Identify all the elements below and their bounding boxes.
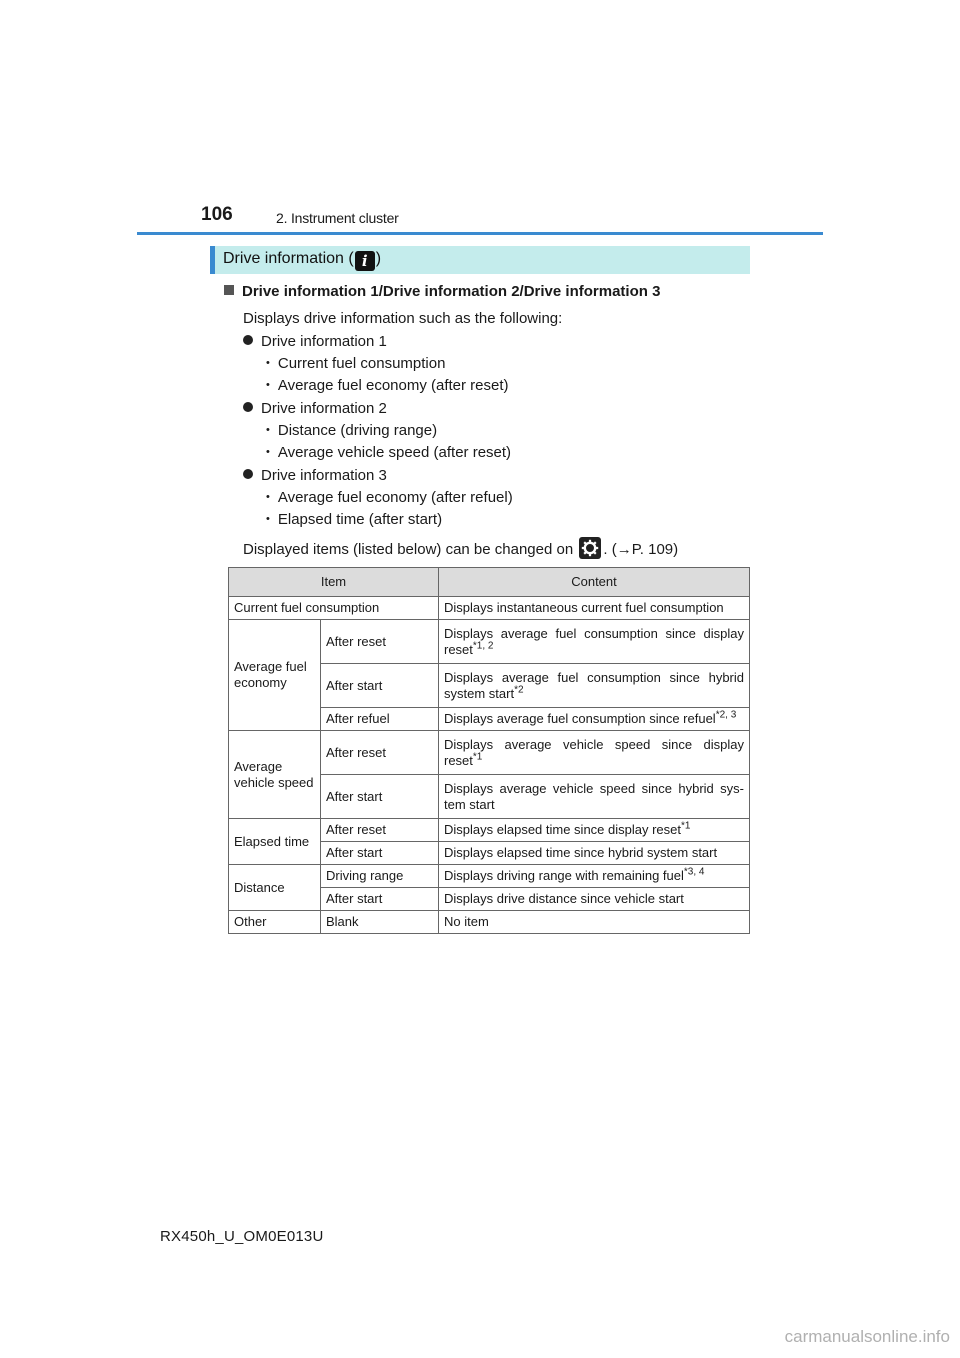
content-cell: No item (439, 911, 750, 934)
list-item (266, 489, 513, 506)
table-row (229, 620, 750, 664)
footnote-ref: *1, 2 (472, 640, 494, 652)
list-item-text: Current fuel consumption (277, 355, 446, 372)
subitem-cell: After reset (321, 731, 439, 775)
group-label-1 (243, 333, 387, 350)
intro-text: Displays drive information such as the following: (243, 310, 563, 327)
content-cell (439, 708, 750, 731)
group-label-3 (243, 467, 387, 484)
item-cell: Average vehicle speed (229, 731, 321, 819)
section-bar (210, 246, 750, 274)
change-note-before: Displayed items (listed below) can be changed on (243, 541, 574, 558)
header-rule (137, 232, 823, 235)
small-bullet-icon: • (266, 491, 270, 503)
header-content: Content (439, 568, 750, 597)
subitem-cell: After start (321, 842, 439, 865)
footnote-ref: *3, 4 (683, 866, 705, 878)
subitem-cell: After start (321, 664, 439, 708)
list-item (266, 377, 509, 394)
section-title-prefix: Drive information ( (223, 250, 354, 267)
small-bullet-icon: • (266, 513, 270, 525)
group-label-2 (243, 400, 387, 417)
table-header-row (229, 568, 750, 597)
gear-icon (579, 537, 601, 559)
bullet-icon (243, 469, 253, 479)
content-cell (439, 620, 750, 664)
display-items-table (228, 567, 750, 934)
group-label-text: Drive information 2 (261, 400, 387, 417)
item-cell: Other (229, 911, 321, 934)
change-note (243, 537, 678, 559)
subitem-cell: After start (321, 775, 439, 819)
bullet-icon (243, 402, 253, 412)
content-cell: Displays average vehicle speed since hybrid sys-tem start (439, 775, 750, 819)
content-cell (439, 664, 750, 708)
list-item-text: Average fuel economy (after reset) (277, 377, 509, 394)
content-text: Displays average fuel consumption since hybrid system start (444, 669, 744, 701)
content-text: Displays average fuel consumption since display reset (444, 625, 744, 657)
list-item-text: Elapsed time (after start) (277, 511, 443, 528)
item-cell: Average fuel economy (229, 620, 321, 731)
watermark: carmanualsonline.info (784, 1327, 950, 1346)
subitem-cell: After refuel (321, 708, 439, 731)
content-cell: Displays drive distance since vehicle start (439, 888, 750, 911)
section-title (223, 250, 381, 271)
change-note-after: . (→P. 109) (603, 541, 679, 558)
content-cell (439, 819, 750, 842)
list-item-text: Average fuel economy (after refuel) (277, 489, 513, 506)
list-item (266, 422, 437, 439)
group-label-text: Drive information 3 (261, 467, 387, 484)
content-cell (439, 865, 750, 888)
content-text: Displays elapsed time since display reset (444, 822, 681, 837)
content-text: Displays average fuel consumption since refuel (444, 711, 716, 726)
content-cell (439, 731, 750, 775)
content-text: Displays driving range with remaining fuel (444, 868, 684, 883)
list-item-text: Average vehicle speed (after reset) (277, 444, 512, 461)
document-code: RX450h_U_OM0E013U (160, 1228, 324, 1245)
footnote-ref: *2, 3 (715, 709, 737, 721)
subitem-cell: After start (321, 888, 439, 911)
header-item: Item (229, 568, 439, 597)
small-bullet-icon: • (266, 446, 270, 458)
info-i-icon: i (355, 251, 375, 271)
table-row (229, 731, 750, 775)
table-row (229, 819, 750, 842)
table-row (229, 597, 750, 620)
footnote-ref: *2 (514, 684, 524, 696)
footnote-ref: *1 (681, 820, 691, 832)
list-item (266, 511, 442, 528)
list-item-text: Distance (driving range) (277, 422, 438, 439)
subitem-cell: Blank (321, 911, 439, 934)
bullet-icon (243, 335, 253, 345)
subsection-heading-text: Drive information 1/Drive information 2/Drive information 3 (242, 283, 661, 300)
square-bullet-icon (224, 285, 234, 295)
list-item (266, 444, 511, 461)
small-bullet-icon: • (266, 424, 270, 436)
subsection-heading (224, 283, 660, 300)
footnote-ref: *1 (472, 751, 483, 763)
group-label-text: Drive information 1 (261, 333, 387, 350)
content-cell: Displays instantaneous current fuel consumption (439, 597, 750, 620)
chapter-title: 2. Instrument cluster (276, 210, 399, 226)
content-cell: Displays elapsed time since hybrid system start (439, 842, 750, 865)
content-text: Displays average vehicle speed since display reset (444, 736, 744, 768)
small-bullet-icon: • (266, 357, 270, 369)
section-title-suffix: ) (375, 250, 382, 267)
table-row (229, 865, 750, 888)
table-row (229, 911, 750, 934)
list-item (266, 355, 445, 372)
item-cell: Elapsed time (229, 819, 321, 865)
page-number: 106 (201, 204, 233, 225)
subitem-cell: After reset (321, 620, 439, 664)
subitem-cell: After reset (321, 819, 439, 842)
item-cell: Distance (229, 865, 321, 911)
subitem-cell: Driving range (321, 865, 439, 888)
small-bullet-icon: • (266, 379, 270, 391)
item-cell: Current fuel consumption (229, 597, 439, 620)
